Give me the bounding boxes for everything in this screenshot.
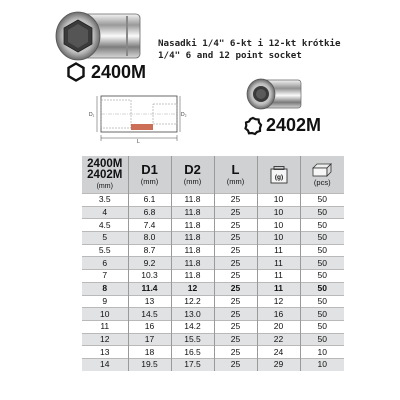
cell-l: 25 — [214, 257, 257, 270]
table-row — [82, 346, 344, 359]
cell-weight: 22 — [257, 333, 300, 346]
cell-d1: 8.0 — [128, 232, 171, 245]
cell-pack: 50 — [300, 206, 344, 219]
cell-d2: 11.8 — [171, 232, 214, 245]
cell-size: 10 — [82, 308, 128, 321]
table-row — [82, 358, 344, 370]
cell-weight: 10 — [257, 232, 300, 245]
dodecagon-icon — [243, 116, 263, 136]
socket-2400m-image — [30, 6, 150, 66]
cell-weight: 20 — [257, 320, 300, 333]
table-row — [82, 206, 344, 219]
table-row — [82, 282, 344, 295]
hexagon-icon — [66, 62, 86, 82]
cell-size: 11 — [82, 320, 128, 333]
cell-weight: 11 — [257, 257, 300, 270]
cell-d1: 11.4 — [128, 282, 171, 295]
cell-d1: 6.1 — [128, 194, 171, 207]
cell-d1: 17 — [128, 333, 171, 346]
col-header-model-line1: 2400M — [87, 157, 123, 170]
col-header-d1 — [128, 156, 171, 194]
technical-drawing — [83, 92, 185, 144]
col-header-l-unit: (mm) — [226, 176, 245, 186]
package-icon — [311, 163, 333, 177]
cell-l: 25 — [214, 282, 257, 295]
table-row — [82, 308, 344, 321]
col-header-model-unit: (mm) — [96, 182, 113, 190]
col-header-d1-unit: (mm) — [140, 176, 159, 186]
weight-icon — [269, 165, 289, 185]
cell-pack: 50 — [300, 333, 344, 346]
cell-size: 9 — [82, 295, 128, 308]
description-line-1: Nasadki 1/4" 6-kt i 12-kt krótkie — [158, 38, 341, 49]
cell-weight: 24 — [257, 346, 300, 359]
drawing-d1-label: D₁ — [89, 112, 95, 118]
cell-weight: 11 — [257, 244, 300, 257]
model-2402m-label: 2402M — [266, 115, 322, 135]
cell-size: 7 — [82, 270, 128, 283]
col-header-pack — [300, 156, 344, 194]
table-row — [82, 219, 344, 232]
cell-l: 25 — [214, 358, 257, 370]
cell-d1: 6.8 — [128, 206, 171, 219]
cell-pack: 50 — [300, 282, 344, 295]
table-row — [82, 232, 344, 245]
table-row — [82, 333, 344, 346]
cell-pack: 50 — [300, 219, 344, 232]
cell-d2: 11.8 — [171, 194, 214, 207]
cell-d2: 12.2 — [171, 295, 214, 308]
cell-l: 25 — [214, 194, 257, 207]
drawing-l-label: L — [137, 139, 140, 145]
table-row — [82, 270, 344, 283]
cell-l: 25 — [214, 206, 257, 219]
cell-weight: 10 — [257, 194, 300, 207]
drawing-d2-label: D₂ — [181, 112, 187, 118]
table-row — [82, 320, 344, 333]
cell-pack: 50 — [300, 244, 344, 257]
weight-icon-unit: (g) — [274, 173, 283, 181]
cell-d2: 11.8 — [171, 244, 214, 257]
cell-size: 13 — [82, 346, 128, 359]
cell-l: 25 — [214, 219, 257, 232]
cell-weight: 16 — [257, 308, 300, 321]
cell-d2: 11.8 — [171, 270, 214, 283]
col-header-d1-label: D1 — [141, 161, 158, 177]
table-header-row — [82, 156, 344, 194]
cell-d2: 12 — [171, 282, 214, 295]
cell-d2: 17.5 — [171, 358, 214, 370]
cell-pack: 10 — [300, 346, 344, 359]
cell-pack: 50 — [300, 295, 344, 308]
cell-d2: 11.8 — [171, 219, 214, 232]
cell-l: 25 — [214, 270, 257, 283]
cell-size: 6 — [82, 257, 128, 270]
cell-d1: 19.5 — [128, 358, 171, 370]
cell-weight: 29 — [257, 358, 300, 370]
cell-size: 4.5 — [82, 219, 128, 232]
cell-size: 3.5 — [82, 194, 128, 207]
cell-d2: 11.8 — [171, 257, 214, 270]
col-header-l-label: L — [231, 161, 240, 177]
cell-l: 25 — [214, 346, 257, 359]
cell-size: 5.5 — [82, 244, 128, 257]
cell-l: 25 — [214, 320, 257, 333]
cell-l: 25 — [214, 308, 257, 321]
cell-d1: 18 — [128, 346, 171, 359]
cell-pack: 50 — [300, 194, 344, 207]
socket-2402m-image — [237, 73, 307, 115]
cell-size: 14 — [82, 358, 128, 370]
cell-d2: 14.2 — [171, 320, 214, 333]
col-header-d2 — [171, 156, 214, 194]
spec-table-body — [82, 194, 344, 371]
table-row — [82, 194, 344, 207]
table-row — [82, 244, 344, 257]
col-header-pack-unit: (pcs) — [313, 177, 331, 187]
cell-l: 25 — [214, 295, 257, 308]
cell-d1: 10.3 — [128, 270, 171, 283]
cell-pack: 50 — [300, 320, 344, 333]
cell-pack: 50 — [300, 257, 344, 270]
col-header-model — [82, 156, 128, 194]
col-header-model-line2: 2402M — [87, 168, 123, 181]
col-header-d2-label: D2 — [184, 161, 201, 177]
cell-weight: 10 — [257, 219, 300, 232]
cell-l: 25 — [214, 333, 257, 346]
cell-d2: 13.0 — [171, 308, 214, 321]
cell-pack: 50 — [300, 270, 344, 283]
cell-d2: 16.5 — [171, 346, 214, 359]
cell-d1: 9.2 — [128, 257, 171, 270]
cell-pack: 10 — [300, 358, 344, 370]
description-line-2: 1/4" 6 and 12 point socket — [158, 50, 302, 61]
col-header-l — [214, 156, 257, 194]
cell-weight: 10 — [257, 206, 300, 219]
table-row — [82, 257, 344, 270]
cell-d1: 14.5 — [128, 308, 171, 321]
cell-d1: 13 — [128, 295, 171, 308]
spec-table — [82, 156, 344, 371]
cell-size: 8 — [82, 282, 128, 295]
cell-pack: 50 — [300, 308, 344, 321]
cell-d2: 11.8 — [171, 206, 214, 219]
cell-size: 5 — [82, 232, 128, 245]
cell-d1: 16 — [128, 320, 171, 333]
cell-size: 12 — [82, 333, 128, 346]
cell-l: 25 — [214, 244, 257, 257]
col-header-weight — [257, 156, 300, 194]
cell-d2: 15.5 — [171, 333, 214, 346]
cell-weight: 12 — [257, 295, 300, 308]
cell-size: 4 — [82, 206, 128, 219]
cell-weight: 11 — [257, 270, 300, 283]
table-row — [82, 295, 344, 308]
col-header-d2-unit: (mm) — [183, 176, 202, 186]
cell-pack: 50 — [300, 232, 344, 245]
cell-weight: 11 — [257, 282, 300, 295]
model-2400m-label: 2400M — [91, 62, 147, 82]
cell-l: 25 — [214, 232, 257, 245]
cell-d1: 8.7 — [128, 244, 171, 257]
cell-d1: 7.4 — [128, 219, 171, 232]
